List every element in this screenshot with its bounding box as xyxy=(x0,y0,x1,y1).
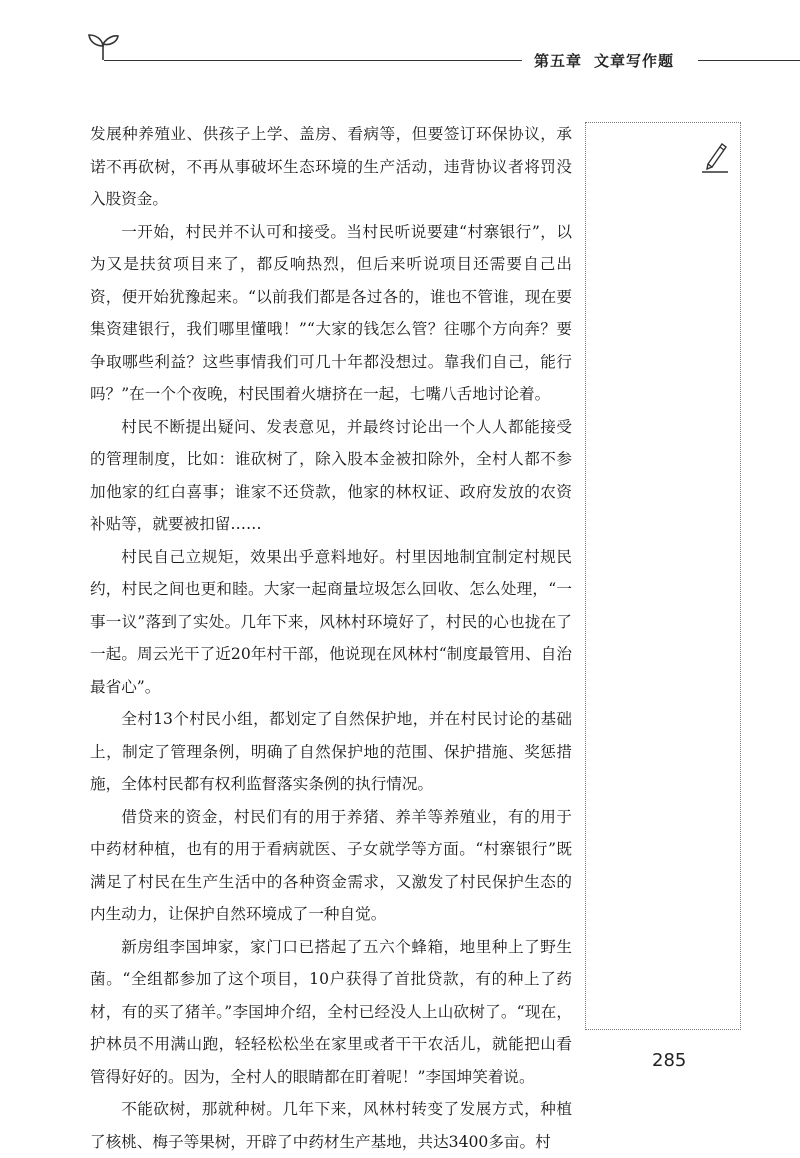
header-rule-right xyxy=(698,60,800,61)
chapter-label: 第五章 xyxy=(534,52,583,70)
chapter-header xyxy=(534,50,674,71)
leaf-icon xyxy=(86,30,120,62)
page-number: 285 xyxy=(652,1050,687,1071)
paragraph-2: 一开始，村民并不认可和接受。当村民听说要建“村寨银行”，以为又是扶贫项目来了，都反响热烈，但后来听说项目还需要自己出资，便开始犹豫起来。“以前我们都是各过各的，谁也不管谁，现在要集资建银行，我们哪里懂哦！”“大家的钱怎么管？往哪个方向奔？要争取哪些利益？这些事情我们可几十年都没想过。靠我们自己，能行吗？”在一个个夜晚，村民围着火塘挤在一起，七嘴八舌地讨论着。 xyxy=(90,222,572,403)
notes-margin-box-edge xyxy=(740,122,741,1030)
paragraph-6: 借贷来的资金，村民们有的用于养猪、养羊等养殖业，有的用于中药材种植，也有的用于看病就医、子女就学等方面。“村寨银行”既满足了村民在生产生活中的各种资金需求，又激发了村民保护生态的内生动力，让保护自然环境成了一种自觉。 xyxy=(90,807,572,923)
paragraph-4: 村民自己立规矩，效果出乎意料地好。村里因地制宜制定村规民约，村民之间也更和睦。大家一起商量垃圾怎么回收、怎么处理，“一事一议”落到了实处。几年下来，风林村环境好了，村民的心也拢在了一起。周云光干了近20年村干部，他说现在风林村“制度最管用、自治最省心”。 xyxy=(90,547,572,696)
notes-margin-box xyxy=(585,122,741,1030)
paragraph-5: 全村13个村民小组，都划定了自然保护地，并在村民讨论的基础上，制定了管理条例，明确了自然保护地的范围、保护措施、奖惩措施，全体村民都有权利监督落实条例的执行情况。 xyxy=(90,710,572,793)
header-rule-left xyxy=(104,60,522,61)
chapter-title: 文章写作题 xyxy=(594,52,675,70)
paragraph-3: 村民不断提出疑问、发表意见，并最终讨论出一个人人都能接受的管理制度，比如：谁砍树了，除入股本金被扣除外，全村人都不参加他家的红白喜事；谁家不还贷款，他家的林权证、政府发放的农资补贴等，就要被扣留…… xyxy=(90,417,572,533)
pencil-icon xyxy=(700,138,730,174)
paragraph-8: 不能砍树，那就种树。几年下来，风林村转变了发展方式，种植了核桃、梅子等果树，开辟了中药材生产基地，共达3400多亩。村 xyxy=(90,1100,572,1151)
paragraph-7: 新房组李国坤家，家门口已搭起了五六个蜂箱，地里种上了野生菌。“全组都参加了这个项目，10户获得了首批贷款，有的种上了药材，有的买了猪羊。”李国坤介绍，全村已经没人上山砍树了。“现在，护林员不用满山跑，轻轻松松坐在家里或者干干农活儿，就能把山看管得好好的。因为，全村人的眼睛都在盯着呢！”李国坤笑着说。 xyxy=(90,937,572,1086)
article-body xyxy=(90,118,572,1158)
paragraph-1: 发展种养殖业、供孩子上学、盖房、看病等，但要签订环保协议，承诺不再砍树，不再从事破坏生态环境的生产活动，违背协议者将罚没入股资金。 xyxy=(90,125,572,208)
